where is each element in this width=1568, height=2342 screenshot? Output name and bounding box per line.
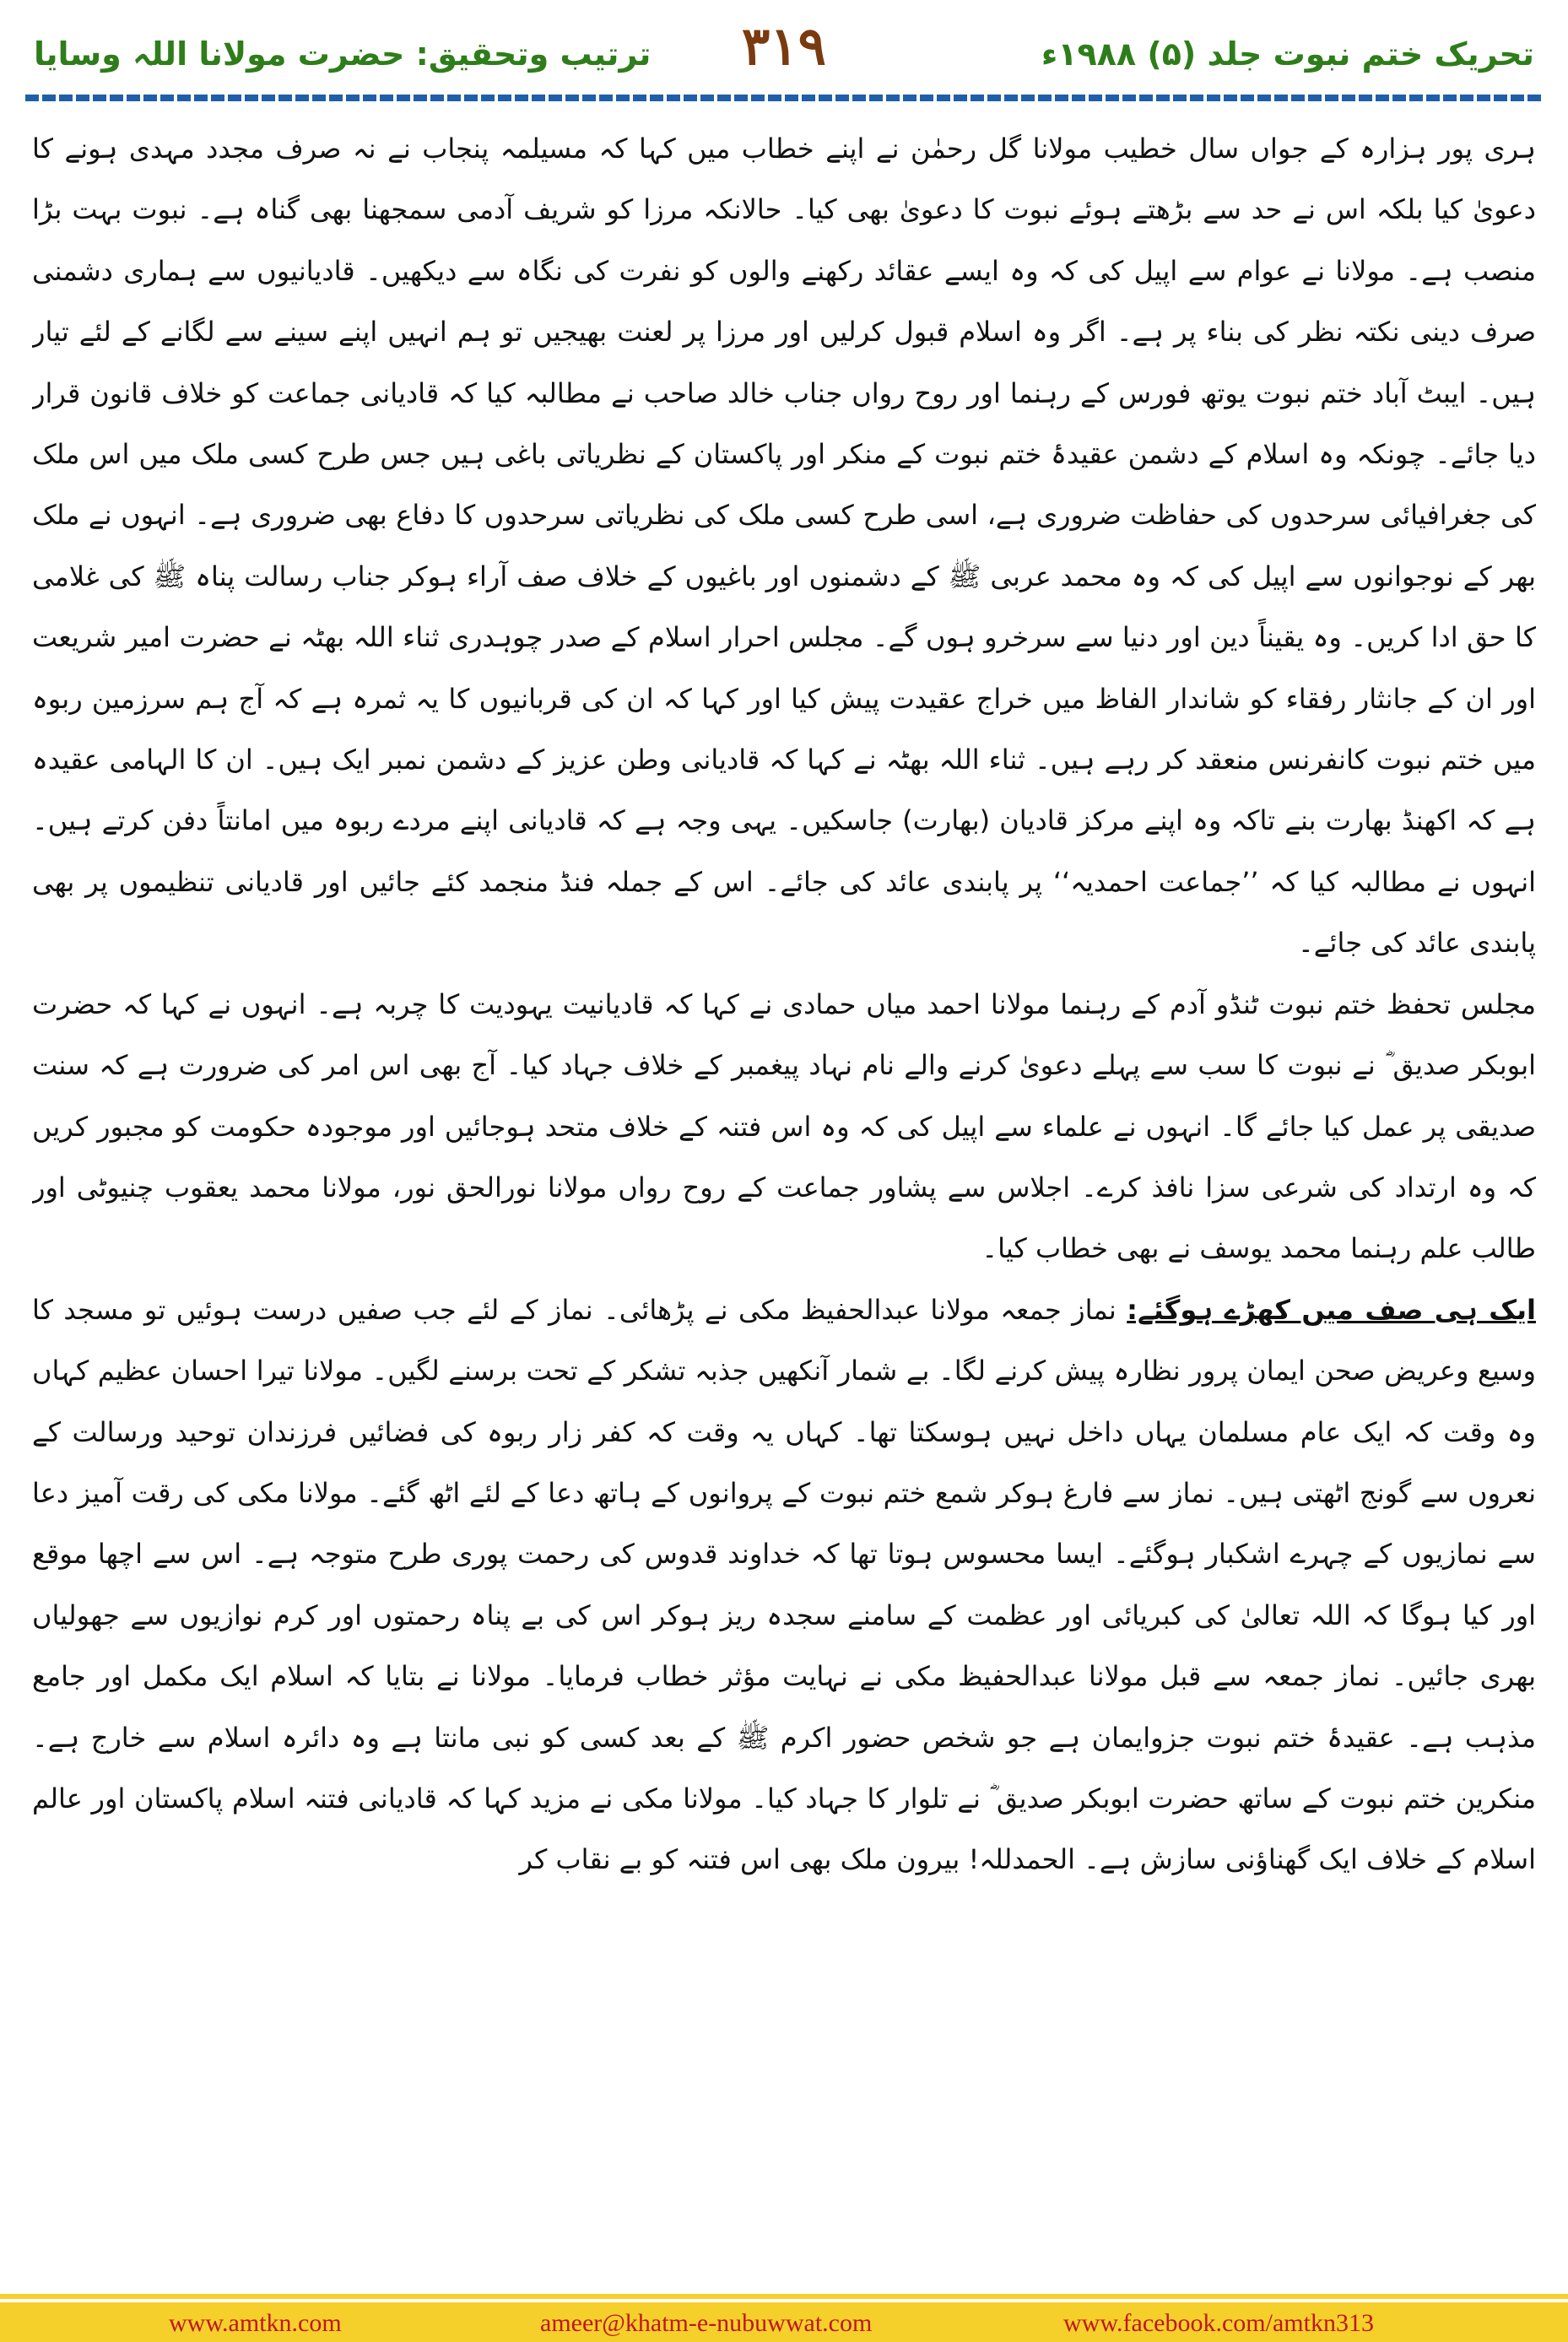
paragraph-2: مجلس تحفظ ختم نبوت ٹنڈو آدم کے رہنما مولانا احمد میاں حمادی نے کہا کہ قادیانیت یہودیت کا چربہ ہے۔ انہوں نے کہا کہ حضرت ابوبکر صدیق ؓ نے نبوت کا سب سے پہلے دعویٰ کرنے والے نام نہاد پیغمبر کے خلاف جہاد کیا۔ آج بھی اس امر کی ضرورت ہے کہ سنت صدیقی پر عمل کیا جائے گا۔ انہوں نے علماء سے اپیل کی کہ وہ اس فتنہ کے خلاف متحد ہوجائیں اور موجودہ حکومت کو مجبور کریں کہ وہ ارتداد کی شرعی سزا نافذ کرے۔ اجلاس سے پشاور جماعت کے روح رواں مولانا نورالحق نور، مولانا محمد یعقوب چنیوٹی اور طالب علم رہنما محمد یوسف نے بھی خطاب کیا۔	[32, 987, 1536, 1265]
paragraph-1: ہری پور ہزارہ کے جواں سال خطیب مولانا گل رحمٰن نے اپنے خطاب میں کہا کہ مسیلمہ پنجاب نے نہ صرف مجدد مہدی ہونے کا دعویٰ کیا بلکہ اس نے حد سے بڑھتے ہوئے نبوت کا دعویٰ بھی کیا۔ حالانکہ مرزا کو شریف آدمی سمجھنا بھی گناہ ہے۔ نبوت بہت بڑا منصب ہے۔ مولانا نے عوام سے اپیل کی کہ وہ ایسے عقائد رکھنے والوں کو نفرت کی نگاہ سے دیکھیں۔ قادیانیوں سے ہماری دشمنی صرف دینی نکتہ نظر کی بناء پر ہے۔ اگر وہ اسلام قبول کرلیں اور مرزا پر لعنت بھیجیں تو ہم انہیں اپنے سینے سے لگانے کے لئے تیار ہیں۔ ایبٹ آباد ختم نبوت یوتھ فورس کے رہنما اور روح رواں جناب خالد صاحب نے مطالبہ کیا کہ قادیانی جماعت کو خلاف قانون قرار دیا جائے۔ چونکہ وہ اسلام کے دشمن عقیدۂ ختم نبوت کے منکر اور پاکستان کے نظریاتی باغی ہیں جس طرح کسی ملک میں اس ملک کی جغرافیائی سرحدوں کی حفاظت ضروری ہے، اسی طرح کسی ملک کی نظریاتی سرحدوں کا دفاع بھی ضروری ہے۔ انہوں نے ملک بھر کے نوجوانوں سے اپیل کی کہ وہ محمد عربی ﷺ کے دشمنوں اور باغیوں کے خلاف صف آراء ہوکر جناب رسالت پناہ ﷺ کی غلامی کا حق ادا کریں۔ وہ یقیناً دین اور دنیا سے سرخرو ہوں گے۔ مجلس احرار اسلام کے صدر چوہدری ثناء اللہ بھٹہ نے حضرت امیر شریعت اور ان کے جانثار رفقاء کو شاندار الفاظ میں خراج عقیدت پیش کیا اور کہا کہ ان کی قربانیوں کا یہ ثمرہ ہے کہ آج ہم سرزمین ربوہ میں ختم نبوت کانفرنس منعقد کر رہے ہیں۔ ثناء اللہ بھٹہ نے کہا کہ قادیانی وطن عزیز کے دشمن نمبر ایک ہیں۔ ان کا الہامی عقیدہ ہے کہ اکھنڈ بھارت بنے تاکہ وہ اپنے مرکز قادیان (بھارت) جاسکیں۔ یہی وجہ ہے کہ قادیانی اپنے مردے ربوہ میں امانتاً دفن کرتے ہیں۔ انہوں نے مطالبہ کیا کہ ’’جماعت احمدیہ‘‘ پر پابندی عائد کی جائے۔ اس کے جملہ فنڈ منجمد کئے جائیں اور قادیانی تنظیموں پر بھی پابندی عائد کی جائے۔	[32, 133, 1536, 960]
paragraph-3	[32, 1279, 1536, 1890]
paragraph-3-text: نماز جمعہ مولانا عبدالحفیظ مکی نے پڑھائی۔ نماز کے لئے جب صفیں درست ہوئیں تو مسجد کا وسیع وعریض صحن ایمان پرور نظارہ پیش کرنے لگا۔ بے شمار آنکھیں جذبہ تشکر کے تحت برسنے لگیں۔ مولانا تیرا احسان عظیم کہاں وہ وقت کہ ایک عام مسلمان یہاں داخل نہیں ہوسکتا تھا۔ کہاں یہ وقت کہ کفر زار ربوہ کی فضائیں فرزندان توحید ورسالت کے نعروں سے گونج اٹھتی ہیں۔ نماز سے فارغ ہوکر شمع ختم نبوت کے پروانوں کے ہاتھ دعا کے لئے اٹھ گئے۔ مولانا مکی کی رقت آمیز دعا سے نمازیوں کے چہرے اشکبار ہوگئے۔ ایسا محسوس ہوتا تھا کہ خداوند قدوس کی رحمت پوری طرح متوجہ ہے۔ اس سے اچھا موقع اور کیا ہوگا کہ اللہ تعالیٰ کی کبریائی اور عظمت کے سامنے سجدہ ریز ہوکر اس کی بے پناہ رحمتوں اور کرم نوازیوں سے جھولیاں بھری جائیں۔ نماز جمعہ سے قبل مولانا عبدالحفیظ مکی نے نہایت مؤثر خطاب فرمایا۔ مولانا نے بتایا کہ اسلام ایک مکمل اور جامع مذہب ہے۔ عقیدۂ ختم نبوت جزوایمان ہے جو شخص حضور اکرم ﷺ کے بعد کسی کو نبی مانتا ہے وہ دائرہ اسلام سے خارج ہے۔ منکرین ختم نبوت کے ساتھ حضرت ابوبکر صدیق ؓ نے تلوار کا جہاد کیا۔ مولانا مکی نے مزید کہا کہ قادیانی فتنہ اسلام پاکستان اور عالم اسلام کے خلاف ایک گھناؤنی سازش ہے۔ الحمدللہ! بیرون ملک بھی اس فتنہ کو بے نقاب کر	[32, 1293, 1536, 1876]
page-header	[0, 0, 1568, 118]
page-number: ۳۱۹	[742, 15, 826, 77]
website-link[interactable]: www.amtkn.com	[169, 2309, 342, 2337]
email-link[interactable]: ameer@khatm-e-nubuwwat.com	[540, 2309, 873, 2337]
page-body	[32, 118, 1536, 2279]
section-heading: ایک ہی صف میں کھڑے ہوگئے:	[1127, 1293, 1536, 1326]
header-divider	[25, 95, 1543, 101]
footer-divider	[0, 2294, 1568, 2299]
page-footer	[0, 2302, 1568, 2342]
facebook-link[interactable]: www.facebook.com/amtkn313	[1063, 2309, 1374, 2337]
book-title: تحریک ختم نبوت جلد (۵) ۱۹۸۸ء	[1041, 35, 1534, 73]
compiler-credit: ترتیب وتحقیق: حضرت مولانا اللہ وسایا	[34, 35, 652, 73]
